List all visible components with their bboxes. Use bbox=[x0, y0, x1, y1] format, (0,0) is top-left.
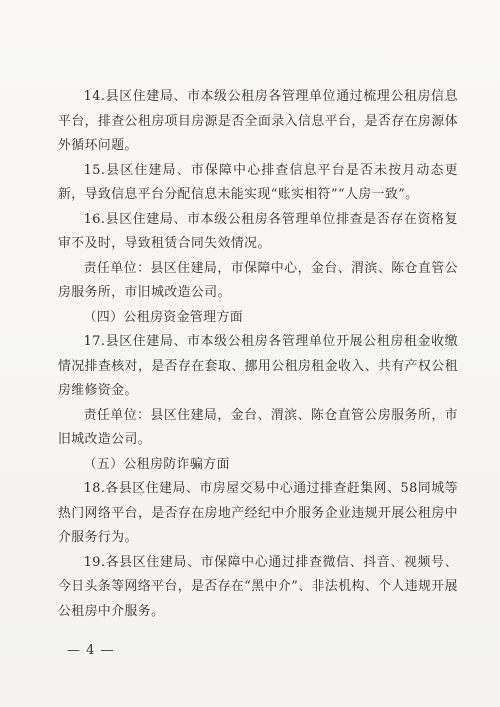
paragraph-item-15: 15.县区住建局、市保障中心排查信息平台是否未按月动态更新，导致信息平台分配信息未能实现“账实相符”“人房一致”。 bbox=[58, 162, 458, 202]
section-heading-anti-fraud: （五）公租房防诈骗方面 bbox=[83, 456, 230, 472]
paragraph-item-18: 18.各县区住建局、市房屋交易中心通过排查赶集网、58同城等热门网络平台，是否存在房地产经纪中介服务企业违规开展公租房中介服务行为。 bbox=[58, 481, 458, 545]
paragraph-item-19: 19.各县区住建局、市保障中心通过排查微信、抖音、视频号、今日头条等网络平台，是否存在“黑中介”、非法机构、个人违规开展公租房中介服务。 bbox=[58, 554, 458, 619]
document-body bbox=[58, 85, 458, 624]
paragraph-item-17: 17.县区住建局、市本级公租房各管理单位开展公租房租金收缴情况排查核对，是否存在套取、挪用公租房租金收入、共有产权公租房维修资金。 bbox=[58, 334, 458, 398]
page-number: — 4 — bbox=[67, 643, 115, 658]
responsible-units-paragraph: 责任单位：县区住建局，金台、渭滨、陈仓直管公房服务所，市旧城改造公司。 bbox=[58, 407, 458, 447]
section-heading-funds: （四）公租房资金管理方面 bbox=[83, 309, 244, 325]
paragraph-item-14: 14.县区住建局、市本级公租房各管理单位通过梳理公租房信息平台，排查公租房项目房源是否全面录入信息平台，是否存在房源体外循环问题。 bbox=[58, 89, 458, 153]
paragraph-item-16: 16.县区住建局、市本级公租房各管理单位排查是否存在资格复审不及时，导致租赁合同失效情况。 bbox=[58, 211, 458, 251]
responsible-units-paragraph: 责任单位：县区住建局，市保障中心，金台、渭滨、陈仓直管公房服务所，市旧城改造公司。 bbox=[58, 260, 458, 300]
